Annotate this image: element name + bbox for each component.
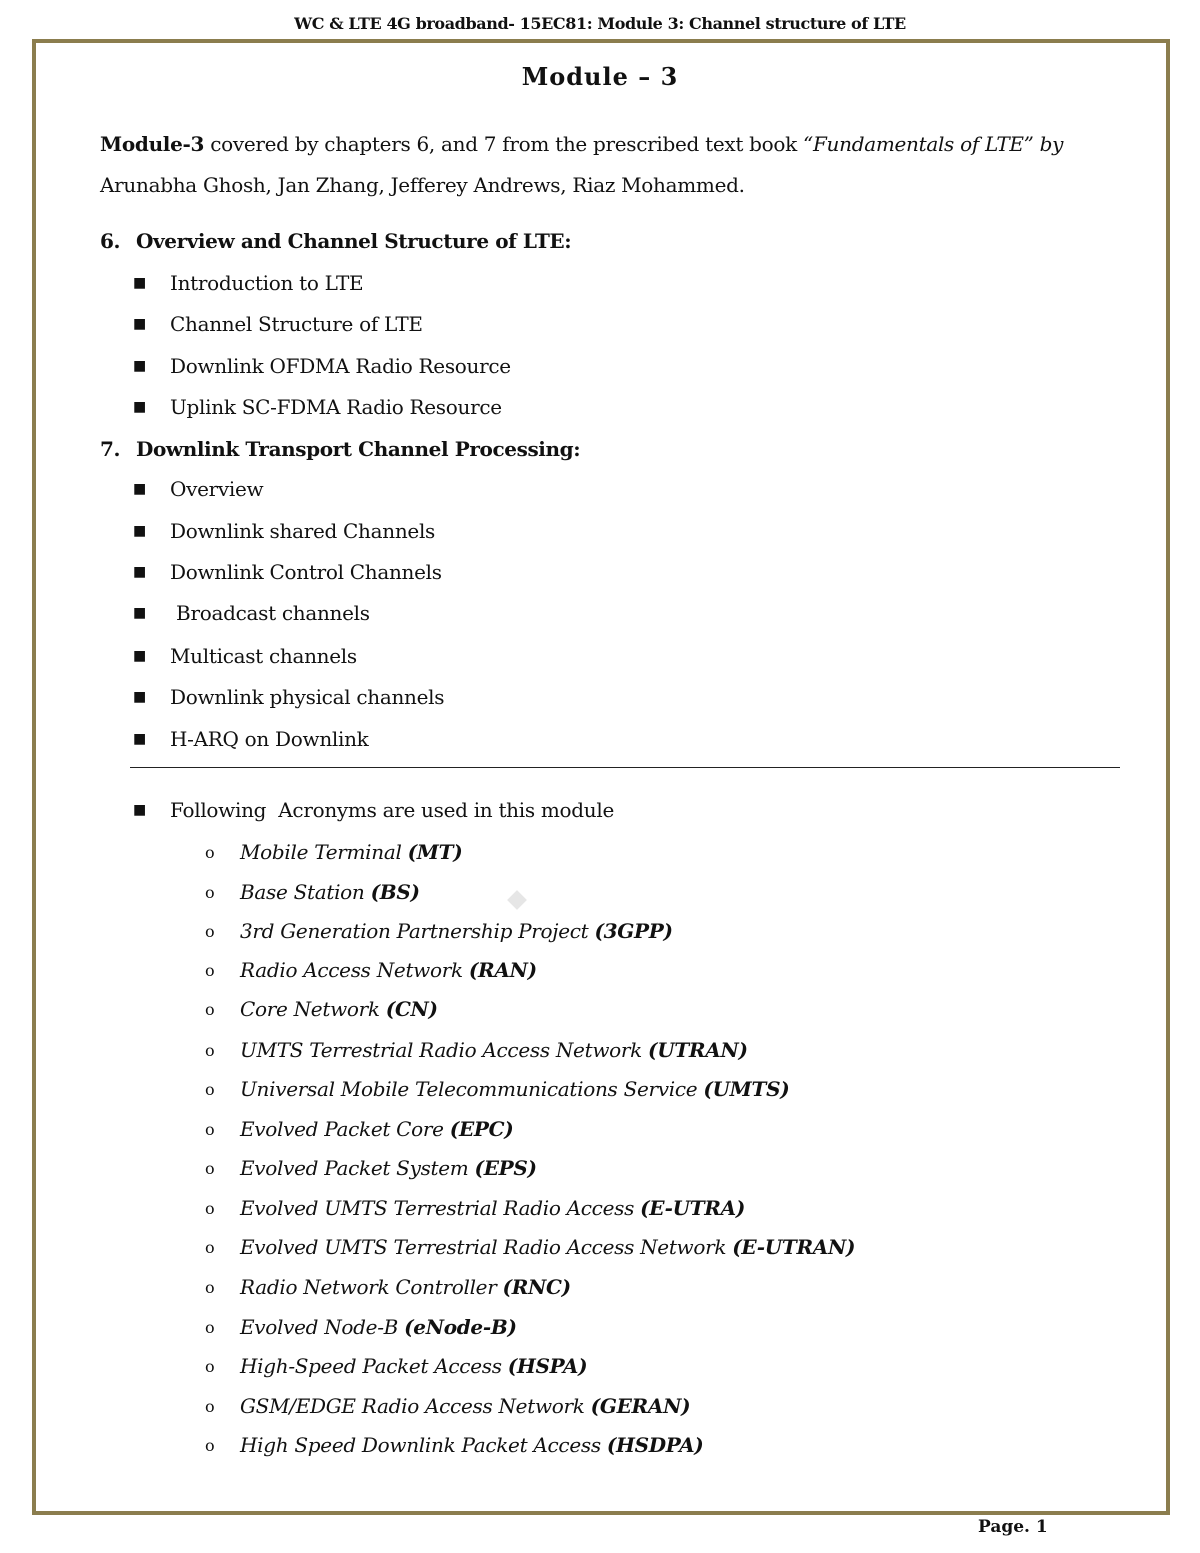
acronym-abbr: (UMTS) [703,1077,790,1101]
acronym-item [205,840,462,864]
acronym-item [205,958,537,982]
square-bullet-icon: ■ [133,564,146,580]
acronym-abbr: (eNode-B) [404,1315,517,1339]
circle-bullet-icon: o [205,1238,215,1257]
acronym-name: Core Network [240,997,380,1021]
square-bullet-icon: ■ [133,689,146,705]
acronyms-intro-text: Following Acronyms are used in this module [170,798,614,822]
list-item-text: Downlink shared Channels [170,519,436,543]
acronym-name: Evolved Packet System [240,1156,469,1180]
acronym-item [205,997,438,1021]
acronym-item [205,1275,571,1299]
acronym-name: Evolved Node-B [240,1315,399,1339]
list-item-text: Downlink Control Channels [170,560,442,584]
list-item-text: H-ARQ on Downlink [170,727,369,751]
list-item [133,271,363,295]
intro-paragraph [100,124,1110,206]
acronym-name: Base Station [240,880,365,904]
acronym-name: High Speed Downlink Packet Access [240,1433,601,1457]
acronym-name: Evolved UMTS Terrestrial Radio Access Network [240,1235,727,1259]
list-item-text: Multicast channels [170,644,357,668]
acronym-name: GSM/EDGE Radio Access Network [240,1394,585,1418]
acronym-abbr: (RAN) [468,958,537,982]
section-title: Overview and Channel Structure of LTE: [136,229,572,253]
acronym-item [205,1354,587,1378]
square-bullet-icon: ■ [133,275,146,291]
acronym-item [205,1433,703,1457]
acronym-abbr: (GERAN) [590,1394,691,1418]
running-header: WC & LTE 4G broadband- 15EC81: Module 3: Channel structure of LTE [294,14,906,33]
circle-bullet-icon: o [205,1120,215,1139]
circle-bullet-icon: o [205,922,215,941]
module-label: Module-3 [100,132,205,156]
circle-bullet-icon: o [205,1000,215,1019]
square-bullet-icon: ■ [133,648,146,664]
acronym-abbr: (CN) [385,997,438,1021]
acronym-item [205,919,673,943]
list-item [133,601,370,625]
acronym-abbr: (EPC) [449,1117,514,1141]
square-bullet-icon: ■ [133,605,146,621]
list-item-text: Uplink SC-FDMA Radio Resource [170,395,502,419]
list-item-text: Introduction to LTE [170,271,364,295]
acronym-abbr: (HSPA) [507,1354,588,1378]
list-item [133,354,511,378]
circle-bullet-icon: o [205,1199,215,1218]
square-bullet-icon: ■ [133,731,146,747]
acronym-abbr: (MT) [407,840,463,864]
acronym-name: UMTS Terrestrial Radio Access Network [240,1038,642,1062]
circle-bullet-icon: o [205,1357,215,1376]
circle-bullet-icon: o [205,1318,215,1337]
circle-bullet-icon: o [205,1159,215,1178]
acronym-item [205,1235,855,1259]
section-number: 7. [100,437,121,461]
list-item [133,312,423,336]
list-item-text: Overview [170,477,264,501]
acronym-abbr: (E-UTRA) [640,1196,745,1220]
acronym-name: 3rd Generation Partnership Project [240,919,589,943]
list-item [133,727,369,751]
list-item [133,644,357,668]
square-bullet-icon: ■ [133,316,146,332]
authors: Arunabha Ghosh, Jan Zhang, Jefferey Andrews, Riaz Mohammed. [100,173,745,197]
acronym-name: Evolved UMTS Terrestrial Radio Access [240,1196,635,1220]
acronym-name: Radio Access Network [240,958,463,982]
square-bullet-icon: ■ [133,358,146,374]
intro-text: covered by chapters 6, and 7 from the prescribed text book [204,132,804,156]
page-title: Module – 3 [521,62,679,91]
circle-bullet-icon: o [205,883,215,902]
acronym-abbr: (EPS) [474,1156,537,1180]
square-bullet-icon: ■ [133,802,146,818]
acronym-item [205,1196,745,1220]
acronym-item [205,880,420,904]
section-number: 6. [100,229,121,253]
circle-bullet-icon: o [205,1080,215,1099]
acronym-name: Universal Mobile Telecommunications Service [240,1077,698,1101]
list-item-text: Downlink physical channels [170,685,445,709]
page-number: Page. 1 [978,1517,1048,1537]
square-bullet-icon: ■ [133,481,146,497]
list-item-text: Broadcast channels [170,601,370,625]
circle-bullet-icon: o [205,1436,215,1455]
list-item-text: Channel Structure of LTE [170,312,423,336]
acronym-item [205,1315,517,1339]
acronym-name: Radio Network Controller [240,1275,497,1299]
acronym-item [205,1394,690,1418]
horizontal-divider [130,767,1120,768]
acronym-abbr: (UTRAN) [648,1038,748,1062]
list-item [133,685,444,709]
list-item [133,519,435,543]
circle-bullet-icon: o [205,1278,215,1297]
book-title: “Fundamentals of LTE” by [803,132,1064,156]
acronyms-intro [133,798,614,822]
list-item-text: Downlink OFDMA Radio Resource [170,354,511,378]
acronym-item [205,1117,513,1141]
acronym-item [205,1038,748,1062]
circle-bullet-icon: o [205,1041,215,1060]
acronym-abbr: (BS) [370,880,420,904]
page-border [32,39,1170,1515]
circle-bullet-icon: o [205,843,215,862]
acronym-abbr: (E-UTRAN) [732,1235,856,1259]
list-item [133,560,442,584]
acronym-abbr: (3GPP) [594,919,673,943]
acronym-item [205,1156,537,1180]
acronym-item [205,1077,789,1101]
square-bullet-icon: ■ [133,399,146,415]
acronym-name: Evolved Packet Core [240,1117,444,1141]
acronym-abbr: (HSDPA) [606,1433,704,1457]
section-heading-6 [100,229,571,253]
circle-bullet-icon: o [205,1397,215,1416]
acronym-name: High-Speed Packet Access [240,1354,502,1378]
circle-bullet-icon: o [205,961,215,980]
acronym-name: Mobile Terminal [240,840,402,864]
section-title: Downlink Transport Channel Processing: [136,437,581,461]
acronym-abbr: (RNC) [502,1275,571,1299]
square-bullet-icon: ■ [133,523,146,539]
list-item [133,477,263,501]
list-item [133,395,502,419]
section-heading-7 [100,437,580,461]
